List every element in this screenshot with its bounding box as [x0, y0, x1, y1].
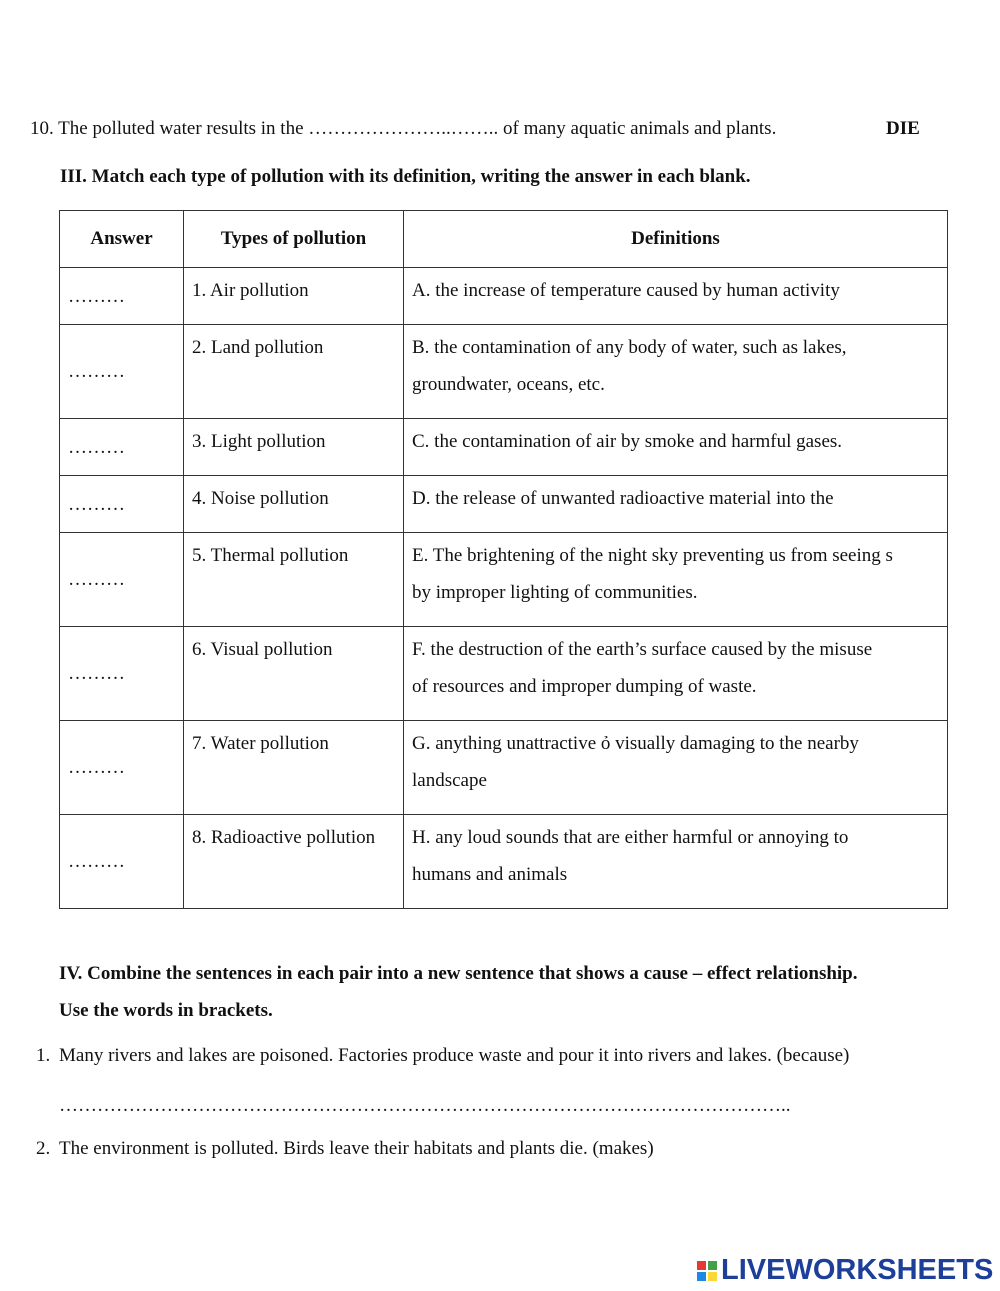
- definition-line: by improper lighting of communities.: [412, 582, 698, 603]
- pollution-type: 8. Radioactive pollution: [184, 815, 404, 909]
- definition-line: A. the increase of temperature caused by human activity: [412, 280, 840, 301]
- definition: [404, 268, 948, 325]
- logo-mark-icon: [697, 1261, 717, 1281]
- definition-line: D. the release of unwanted radioactive material into the: [412, 488, 834, 509]
- liveworksheets-logo: [697, 1254, 993, 1287]
- logo-text: LIVEWORKSHEETS: [721, 1254, 994, 1286]
- definition: [404, 476, 948, 533]
- definition: [404, 419, 948, 476]
- answer-blank[interactable]: ………: [60, 268, 184, 325]
- table-row: [60, 533, 948, 627]
- item-number: 2.: [36, 1138, 51, 1159]
- item-number: 1.: [36, 1045, 51, 1066]
- table-row: [60, 476, 948, 533]
- answer-blank[interactable]: ………: [60, 721, 184, 815]
- definition: [404, 721, 948, 815]
- question-10-keyword: DIE: [886, 118, 920, 139]
- pollution-type: 1. Air pollution: [184, 268, 404, 325]
- header-types: Types of pollution: [184, 211, 404, 268]
- exercise-item-1: [36, 1045, 850, 1067]
- section-4-subtitle: Use the words in brackets.: [59, 1000, 273, 1021]
- definition: [404, 533, 948, 627]
- section-4-title: IV. Combine the sentences in each pair into a new sentence that shows a cause – effect relationship.: [59, 963, 858, 984]
- definition-line: C. the contamination of air by smoke and harmful gases.: [412, 431, 843, 452]
- answer-blank[interactable]: ………: [60, 476, 184, 533]
- table-row: [60, 815, 948, 909]
- item-text: The environment is polluted. Birds leave their habitats and plants die. (makes): [59, 1138, 654, 1159]
- definition-line: landscape: [412, 770, 487, 791]
- definition: [404, 325, 948, 419]
- answer-blank[interactable]: ………: [60, 815, 184, 909]
- answer-blank[interactable]: ………: [60, 627, 184, 721]
- table-header-row: [60, 211, 948, 268]
- pollution-type: 6. Visual pollution: [184, 627, 404, 721]
- matching-table: [59, 210, 948, 909]
- exercise-item-2: [36, 1138, 654, 1160]
- definition: [404, 627, 948, 721]
- header-answer: Answer: [60, 211, 184, 268]
- definition-line: H. any loud sounds that are either harmful or annoying to: [412, 827, 849, 848]
- table-row: [60, 268, 948, 325]
- answer-blank[interactable]: ………: [60, 533, 184, 627]
- answer-blank[interactable]: ………: [60, 419, 184, 476]
- table-row: [60, 627, 948, 721]
- answer-line[interactable]: ……………………………………………………………………………………………………..: [59, 1095, 791, 1116]
- definition-line: F. the destruction of the earth’s surface caused by the misuse: [412, 639, 873, 660]
- pollution-type: 7. Water pollution: [184, 721, 404, 815]
- table-row: [60, 419, 948, 476]
- definition-line: groundwater, oceans, etc.: [412, 374, 605, 395]
- question-10: 10. The polluted water results in the …………………..…….. of many aquatic animals and plants.: [30, 118, 777, 139]
- definition: [404, 815, 948, 909]
- definition-line: E. The brightening of the night sky preventing us from seeing s: [412, 545, 893, 566]
- definition-line: G. anything unattractive ỏ visually damaging to the nearby: [412, 733, 859, 754]
- answer-blank[interactable]: ………: [60, 325, 184, 419]
- definition-line: humans and animals: [412, 864, 568, 885]
- pollution-type: 3. Light pollution: [184, 419, 404, 476]
- definition-line: B. the contamination of any body of water, such as lakes,: [412, 337, 847, 358]
- pollution-type: 5. Thermal pollution: [184, 533, 404, 627]
- section-3-title: III. Match each type of pollution with its definition, writing the answer in each blank.: [60, 166, 751, 187]
- item-text: Many rivers and lakes are poisoned. Factories produce waste and pour it into rivers and lakes. (because): [59, 1045, 850, 1066]
- table-row: [60, 325, 948, 419]
- pollution-type: 2. Land pollution: [184, 325, 404, 419]
- header-definitions: Definitions: [404, 211, 948, 268]
- pollution-type: 4. Noise pollution: [184, 476, 404, 533]
- definition-line: of resources and improper dumping of waste.: [412, 676, 757, 697]
- table-row: [60, 721, 948, 815]
